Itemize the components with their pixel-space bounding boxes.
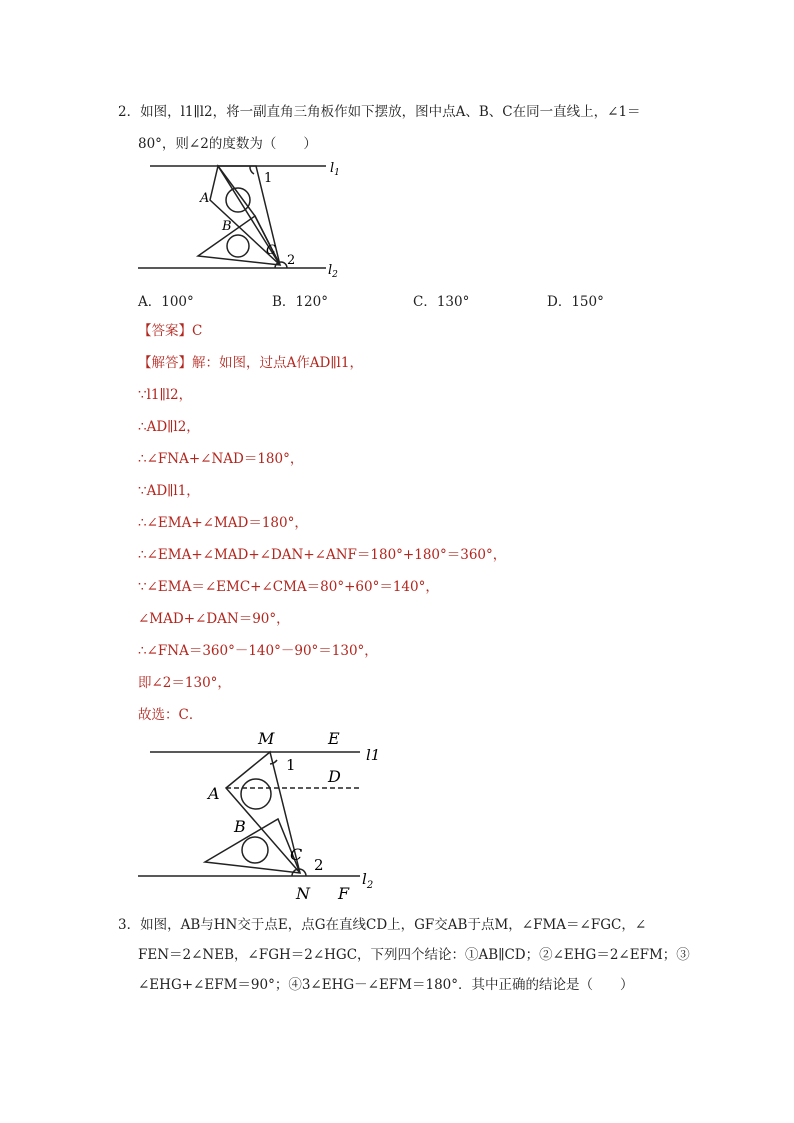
option-b: B．120° (272, 294, 328, 310)
option-c: C．130° (413, 294, 470, 310)
label-l1: $l_1$ (330, 161, 340, 178)
label-l2: $l_2$ (362, 870, 374, 891)
solution-line-7: ∴∠EMA+∠MAD+∠DAN+∠ANF＝180°+180°＝360°， (138, 547, 507, 563)
hole-upper (226, 188, 250, 212)
label-F: F (338, 884, 350, 903)
q2-number: 2． (118, 104, 141, 120)
answer-tag: 【答案】 (138, 323, 192, 339)
option-a: A．100° (138, 294, 194, 310)
solution-line-10: ∴∠FNA＝360°－140°－90°＝130°， (138, 643, 378, 659)
q2-figure-2 (130, 724, 390, 904)
analysis-tag: 【解答】 (138, 355, 192, 371)
label-angle-1: 1 (286, 756, 296, 774)
answer-value: C (192, 323, 203, 339)
label-C: C (290, 845, 303, 864)
label-angle-2: 2 (287, 253, 296, 268)
angle-1-arc (270, 760, 277, 764)
label-N: N (296, 884, 310, 903)
solution-line-8: ∵∠EMA＝∠EMC+∠CMA＝80°+60°＝140°， (138, 579, 439, 595)
hole-lower (242, 837, 268, 863)
label-C: C (266, 243, 276, 258)
solution-line-12: 故选：C． (138, 707, 203, 723)
label-l2: $l_2$ (328, 263, 338, 280)
label-B: B (222, 219, 232, 234)
answer-line (138, 322, 202, 340)
label-D: D (328, 767, 341, 786)
label-angle-2: 2 (314, 856, 324, 874)
q3-number: 3． (118, 917, 141, 933)
solution-line-1: 【解答】解：如图，过点A作AD∥l1， (138, 355, 363, 371)
q2-figure-1 (130, 152, 360, 284)
solution-line-3: ∴AD∥l2， (138, 419, 200, 435)
label-angle-1: 1 (264, 171, 273, 186)
angle-1-arc (250, 166, 254, 174)
option-d: D．150° (547, 294, 604, 310)
label-A: A (200, 191, 210, 206)
label-M: M (258, 729, 275, 748)
q3-stem-line3: ∠EHG+∠EFM＝90°；④3∠EHG－∠EFM＝180°．其中正确的结论是（ ） (138, 977, 634, 993)
label-B: B (234, 817, 246, 836)
q3-stem-line1: 如图，AB与HN交于点E，点G在直线CD上，GF交AB于点M，∠FMA＝∠FGC，∠ (140, 917, 647, 933)
solution-line-6: ∴∠EMA+∠MAD＝180°， (138, 515, 308, 531)
q2-stem-line2: 80°，则∠2的度数为（ ） (138, 136, 317, 152)
solution-line-4: ∴∠FNA+∠NAD＝180°， (138, 451, 304, 467)
hole-upper (241, 779, 271, 809)
q2-line1 (118, 103, 641, 121)
q3-stem-line2: FEN＝2∠NEB，∠FGH＝2∠HGC，下列四个结论：①AB∥CD；②∠EHG＝2∠EFM；③ (138, 947, 690, 963)
q2-stem-line1: 如图，l1∥l2，将一副直角三角板作如下摆放，图中点A、B、C在同一直线上，∠1＝ (140, 104, 641, 120)
label-l1: l1 (366, 746, 381, 764)
set-square-lower (205, 819, 303, 873)
hole-lower (227, 235, 249, 257)
label-A: A (208, 784, 220, 803)
solution-line-5: ∵AD∥l1， (138, 483, 200, 499)
solution-line-9: ∠MAD+∠DAN＝90°， (138, 611, 290, 627)
label-E: E (328, 729, 340, 748)
q3-line1 (118, 916, 646, 934)
solution-line-2: ∵l1∥l2， (138, 387, 193, 403)
solution-line-11: 即∠2＝130°， (138, 675, 231, 691)
